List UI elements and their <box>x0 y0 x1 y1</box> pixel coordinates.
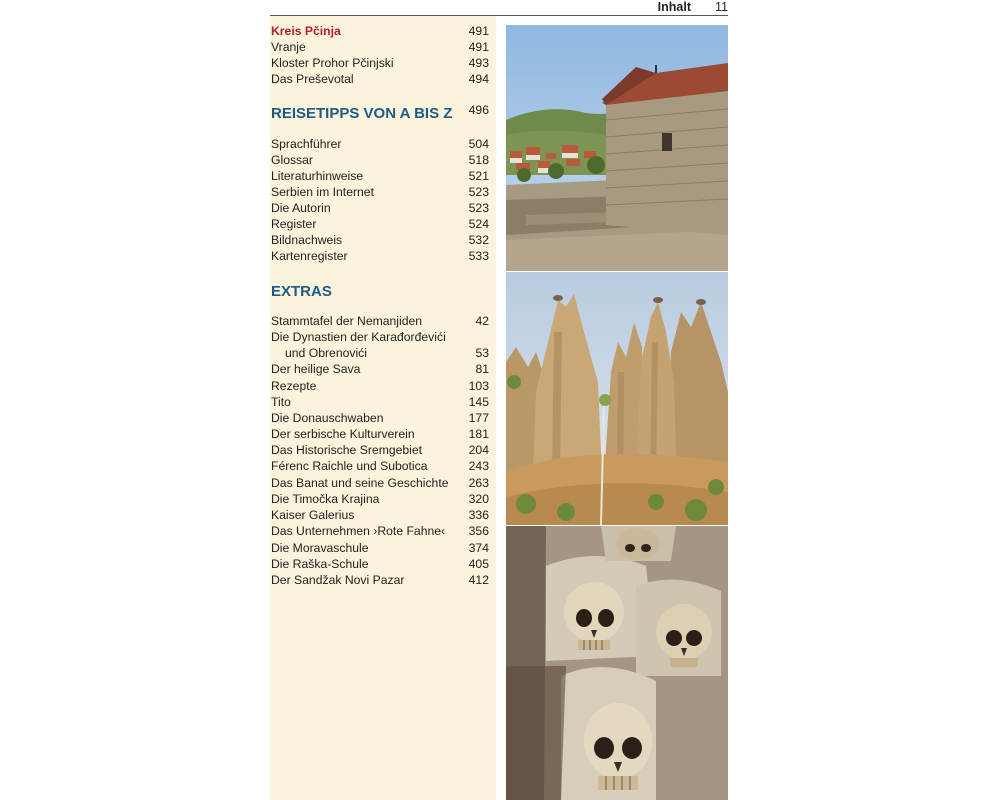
toc-entry-page: 405 <box>468 557 489 571</box>
toc-entry-title: Die Timočka Krajina <box>271 492 380 506</box>
toc-entry-page: 491 <box>468 24 489 38</box>
toc-entry[interactable] <box>271 184 489 200</box>
toc-entry-title: Sprachführer <box>271 137 342 151</box>
toc-entry-title: Vranje <box>271 40 306 54</box>
toc-entry[interactable] <box>271 394 489 410</box>
toc-entry[interactable] <box>271 216 489 232</box>
toc-entry-title: Das Historische Sremgebiet <box>271 443 423 457</box>
toc-entry[interactable] <box>271 313 489 329</box>
toc-entry[interactable] <box>271 329 489 345</box>
toc-entry[interactable] <box>271 572 489 588</box>
toc-entry[interactable] <box>271 426 489 442</box>
toc-entry-title: Glossar <box>271 153 313 167</box>
toc-entry[interactable] <box>271 248 489 264</box>
toc-entry-page: 494 <box>468 72 489 86</box>
toc-entry-page: 42 <box>475 314 489 328</box>
toc-entry-title: Das Preševotal <box>271 72 354 86</box>
page-header <box>270 0 728 16</box>
toc-entry[interactable] <box>271 168 489 184</box>
header-title: Inhalt <box>657 0 691 14</box>
toc-entry-title: Die Moravaschule <box>271 541 369 555</box>
toc-entry-title: Die Donauschwaben <box>271 411 384 425</box>
toc-entry-page: 493 <box>468 56 489 70</box>
toc-entry-page: 412 <box>468 573 489 587</box>
section-heading-page: 496 <box>468 103 489 117</box>
toc-entry[interactable] <box>271 475 489 491</box>
toc-entry-title: Rezepte <box>271 379 317 393</box>
toc-entry-page: 374 <box>468 541 489 555</box>
section-heading-title: REISETIPPS VON A BIS Z <box>271 105 453 122</box>
toc-entry-page: 336 <box>468 508 489 522</box>
toc-entry-page: 53 <box>475 346 489 360</box>
toc-entry-page: 204 <box>468 443 489 457</box>
toc-entry-title: Serbien im Internet <box>271 185 374 199</box>
toc-entry[interactable] <box>271 345 489 361</box>
toc-entry-title: Das Unternehmen ›Rote Fahne‹ <box>271 524 446 538</box>
toc-entry[interactable] <box>271 23 489 39</box>
toc-entry-page: 524 <box>468 217 489 231</box>
toc-entry[interactable] <box>271 410 489 426</box>
toc-entry[interactable] <box>271 39 489 55</box>
toc-entry-page: 181 <box>468 427 489 441</box>
toc-entry-page: 243 <box>468 459 489 473</box>
toc-entry[interactable] <box>271 556 489 572</box>
toc-entry-page: 532 <box>468 233 489 247</box>
toc-entry-page: 177 <box>468 411 489 425</box>
toc-entry-title: Stammtafel der Nemanjiden <box>271 314 423 328</box>
toc-entry-page: 320 <box>468 492 489 506</box>
toc-entry-title: Kloster Prohor Pčinjski <box>271 56 394 70</box>
toc-entry-title: Kaiser Galerius <box>271 508 355 522</box>
toc-entry[interactable] <box>271 361 489 377</box>
toc-entry-page: 533 <box>468 249 489 263</box>
toc-entry-title: Literaturhinweise <box>271 169 364 183</box>
toc-entry-page: 504 <box>468 137 489 151</box>
toc-entry-page: 263 <box>468 476 489 490</box>
toc-entry-title: Kartenregister <box>271 249 348 263</box>
toc-entry-page: 491 <box>468 40 489 54</box>
toc-entry[interactable] <box>271 152 489 168</box>
toc-entry-page: 356 <box>468 524 489 538</box>
toc-entry-page: 145 <box>468 395 489 409</box>
toc-entry-title: Férenc Raichle und Subotica <box>271 459 428 473</box>
toc-entry-page: 518 <box>468 153 489 167</box>
skull-tower-photo <box>506 526 728 800</box>
toc-entry[interactable] <box>271 136 489 152</box>
toc-entry-page: 523 <box>468 201 489 215</box>
church-photo <box>506 25 728 271</box>
toc-entry-title: Die Autorin <box>271 201 331 215</box>
section-heading-title: EXTRAS <box>271 283 332 300</box>
toc-entry-title: und Obrenovići <box>285 346 367 360</box>
toc-entry[interactable] <box>271 540 489 556</box>
book-page <box>270 0 728 800</box>
toc-entry[interactable] <box>271 55 489 71</box>
section-heading-reisetipps[interactable] <box>271 104 489 126</box>
toc-entry-page: 81 <box>475 362 489 376</box>
toc-entry-title: Bildnachweis <box>271 233 343 247</box>
toc-entry[interactable] <box>271 232 489 248</box>
toc-entry-title: Die Dynastien der Karađorđevići <box>271 330 446 344</box>
toc-entry[interactable] <box>271 458 489 474</box>
toc-entry-page: 521 <box>468 169 489 183</box>
toc-entry[interactable] <box>271 71 489 87</box>
toc-entry[interactable] <box>271 442 489 458</box>
toc-entry-title: Der Sandžak Novi Pazar <box>271 573 405 587</box>
toc-entry-title: Die Raška-Schule <box>271 557 369 571</box>
toc-entry-title: Kreis Pčinja <box>271 24 341 38</box>
toc-entry[interactable] <box>271 507 489 523</box>
toc-entry-title: Register <box>271 217 317 231</box>
toc-entry-title: Der heilige Sava <box>271 362 361 376</box>
toc-entry-title: Der serbische Kulturverein <box>271 427 415 441</box>
table-of-contents <box>270 16 496 800</box>
toc-entry-page: 103 <box>468 379 489 393</box>
toc-entry[interactable] <box>271 200 489 216</box>
toc-entry[interactable] <box>271 523 489 539</box>
photo-column <box>506 25 728 800</box>
toc-entry-title: Das Banat und seine Geschichte <box>271 476 449 490</box>
section-heading-extras[interactable] <box>271 282 489 304</box>
toc-entry-page: 523 <box>468 185 489 199</box>
rock-formation-photo <box>506 272 728 525</box>
toc-entry-title: Tito <box>271 395 291 409</box>
header-page-number: 11 <box>715 0 728 14</box>
toc-entry[interactable] <box>271 491 489 507</box>
toc-entry[interactable] <box>271 378 489 394</box>
